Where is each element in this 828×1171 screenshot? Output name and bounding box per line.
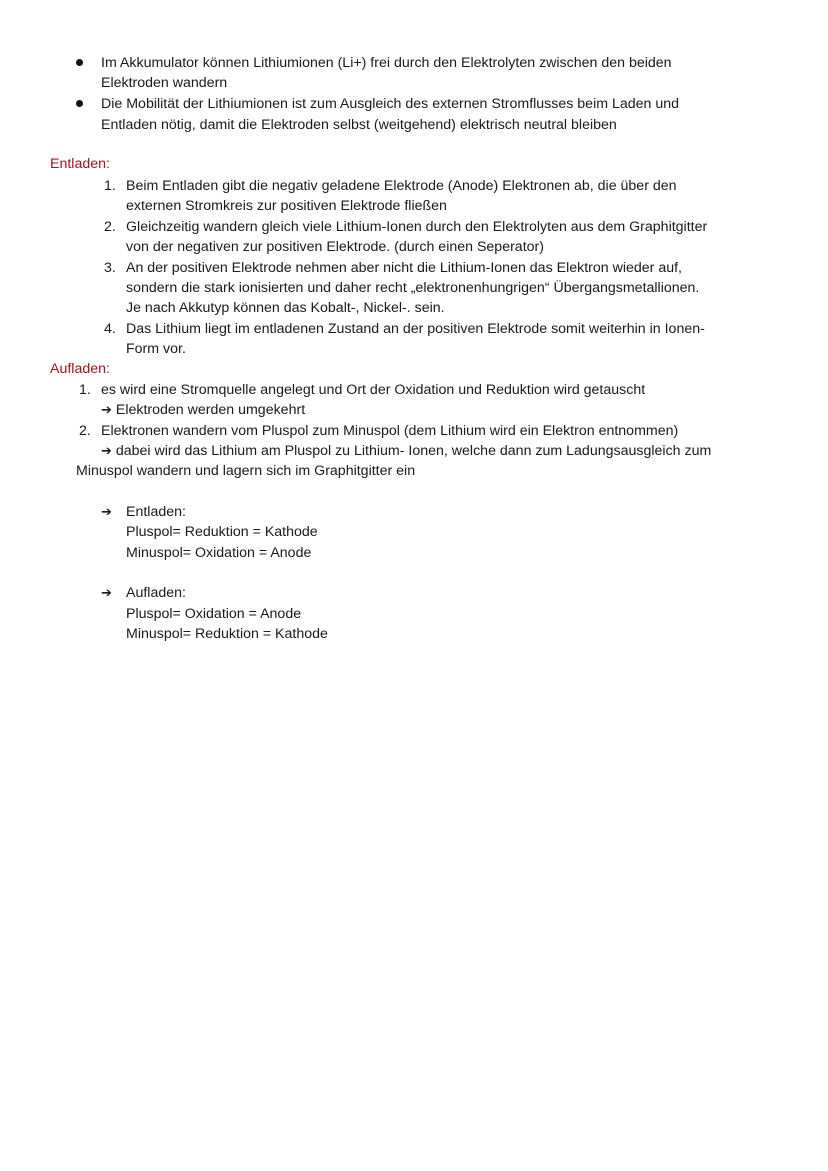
entladen-item-2-number: 2. [104,219,116,235]
summary-entladen-line-1: Pluspol= Reduktion = Kathode [126,524,318,540]
aufladen-item-2-line-3: Minuspol wandern und lagern sich im Graphitgitter ein [76,463,416,479]
right-arrow-icon: ➔ [101,403,112,418]
aufladen-item-1-line-2 [101,400,305,421]
entladen-heading: Entladen: [50,156,110,172]
entladen-item-3-line-3: Je nach Akkutyp können das Kobalt-, Nickel-. sein. [126,300,445,316]
entladen-item-2-line-1: Gleichzeitig wandern gleich viele Lithium-Ionen durch den Elektrolyten aus dem Graphitgitter [126,219,708,235]
aufladen-item-2-arrow-text: dabei wird das Lithium am Pluspol zu Lithium- Ionen, welche dann zum Ladungsausgleich zum [115,443,712,459]
entladen-item-3-line-1: An der positiven Elektrode nehmen aber nicht die Lithium-Ionen das Elektron wieder auf, [126,260,683,276]
right-arrow-icon: ➔ [101,444,112,459]
entladen-item-4-line-1: Das Lithium liegt im entladenen Zustand an der positiven Elektrode somit weiterhin in Ionen- [126,321,705,337]
bullet-dot [76,59,83,66]
right-arrow-icon: ➔ [101,505,112,520]
right-arrow-icon: ➔ [101,586,112,601]
summary-aufladen-title: Aufladen: [126,585,186,601]
summary-entladen-title-row [101,502,112,523]
aufladen-heading: Aufladen: [50,361,110,377]
bullet-1-line-2: Elektroden wandern [101,75,228,91]
bullet-2-line-2: Entladen nötig, damit die Elektroden selbst (weitgehend) elektrisch neutral bleiben [101,117,617,133]
bullet-dot [76,100,83,107]
entladen-item-4-line-2: Form vor. [126,341,186,357]
entladen-item-2-line-2: von der negativen zur positiven Elektrode. (durch einen Seperator) [126,239,544,255]
summary-aufladen-title-row [101,583,112,604]
entladen-item-1-line-2: externen Stromkreis zur positiven Elektrode fließen [126,198,447,214]
aufladen-item-1-arrow-text: Elektroden werden umgekehrt [115,402,306,418]
aufladen-item-2-line-1: Elektronen wandern vom Pluspol zum Minuspol (dem Lithium wird ein Elektron entnommen) [101,423,679,439]
entladen-item-1-line-1: Beim Entladen gibt die negativ geladene Elektrode (Anode) Elektronen ab, die über den [126,178,677,194]
entladen-item-3-number: 3. [104,260,116,276]
aufladen-item-1-number: 1. [79,382,91,398]
aufladen-item-2-number: 2. [79,423,91,439]
summary-aufladen-line-1: Pluspol= Oxidation = Anode [126,606,302,622]
entladen-item-3-line-2: sondern die stark ionisierten und daher recht „elektronenhungrigen“ Übergangsmetallionen. [126,280,700,296]
aufladen-item-1-line-1: es wird eine Stromquelle angelegt und Ort der Oxidation und Reduktion wird getauscht [101,382,646,398]
bullet-2-line-1: Die Mobilität der Lithiumionen ist zum Ausgleich des externen Stromflusses beim Laden und [101,96,680,112]
entladen-item-4-number: 4. [104,321,116,337]
bullet-1-line-1: Im Akkumulator können Lithiumionen (Li+) frei durch den Elektrolyten zwischen den beiden [101,55,672,71]
summary-entladen-line-2: Minuspol= Oxidation = Anode [126,545,312,561]
entladen-item-1-number: 1. [104,178,116,194]
summary-aufladen-line-2: Minuspol= Reduktion = Kathode [126,626,328,642]
summary-entladen-title: Entladen: [126,504,186,520]
aufladen-item-2-line-2 [101,441,711,462]
